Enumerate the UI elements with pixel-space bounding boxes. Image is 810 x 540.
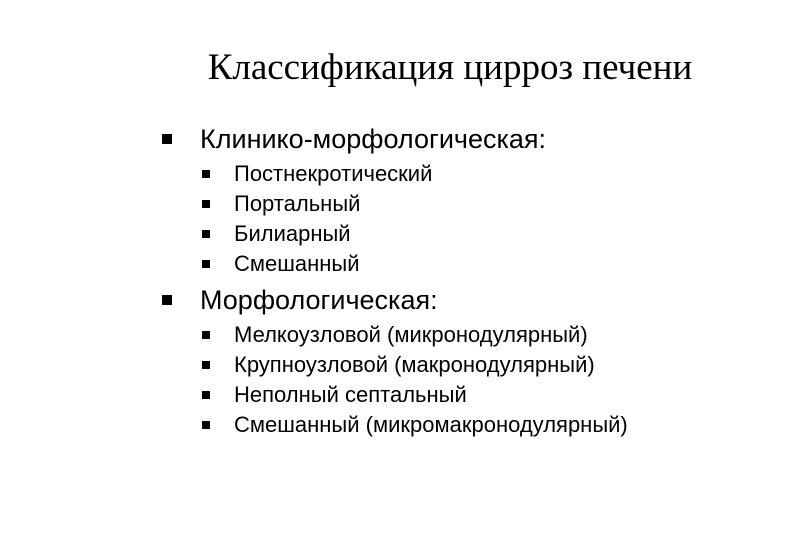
square-bullet-icon — [202, 391, 210, 399]
square-bullet-icon — [162, 295, 172, 305]
square-bullet-icon — [202, 260, 210, 268]
list-item-label: Неполный септальный — [234, 382, 467, 407]
square-bullet-icon — [202, 331, 210, 339]
square-bullet-icon — [202, 170, 210, 178]
section-heading: Морфологическая: — [200, 285, 438, 315]
list-item-label: Мелкоузловой (микронодулярный) — [234, 322, 588, 347]
section-heading: Клинико-морфологическая: — [200, 124, 547, 154]
square-bullet-icon — [202, 230, 210, 238]
square-bullet-icon — [202, 361, 210, 369]
slide-title: Классификация цирроз печени — [207, 47, 693, 88]
list-item-label: Смешанный — [234, 251, 360, 276]
list-item-label: Постнекротический — [234, 161, 433, 186]
square-bullet-icon — [162, 134, 172, 144]
list-item-label: Билиарный — [234, 221, 351, 246]
square-bullet-icon — [202, 421, 210, 429]
list-item-label: Крупноузловой (макронодулярный) — [234, 352, 595, 377]
square-bullet-icon — [202, 200, 210, 208]
list-item-label: Портальный — [234, 191, 361, 216]
list-item-label: Смешанный (микромакронодулярный) — [234, 412, 628, 437]
